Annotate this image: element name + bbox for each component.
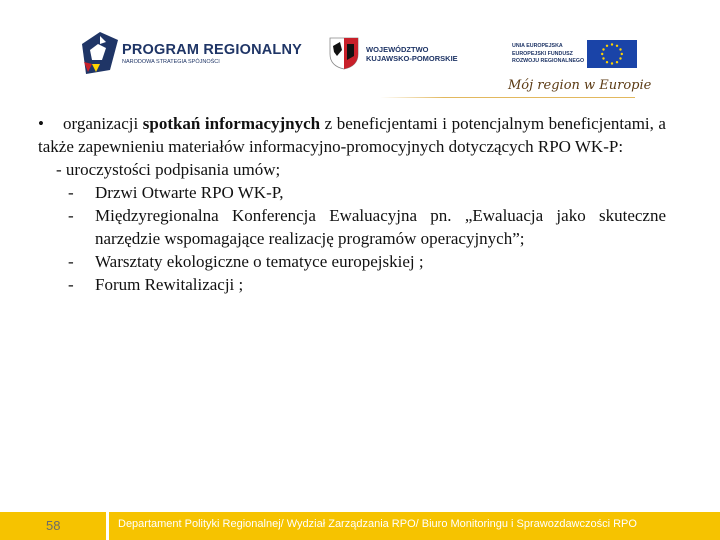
program-regionalny-subtitle: NARODOWA STRATEGIA SPÓJNOŚCI [122, 59, 220, 65]
eu-line-1: UNIA EUROPEJSKA [512, 43, 563, 49]
slogan-underline [380, 97, 635, 98]
list-item-text: Międzyregionalna Konferencja Ewaluacyjna pn. „Ewaluacja jako skuteczne narzędzie wspomagające realizację programów operacyjnych”; [95, 206, 666, 248]
dash-marker: - [68, 275, 74, 294]
list-item-text: Warsztaty ekologiczne o tematyce europejskiej ; [95, 252, 424, 271]
list-item-text: Forum Rewitalizacji ; [95, 275, 244, 294]
list-item [38, 250, 666, 273]
region-line-2: KUJAWSKO-POMORSKIE [366, 54, 458, 63]
dash-marker: - [68, 252, 74, 271]
intro-text-pre: organizacji [63, 114, 143, 133]
slide-content [38, 112, 666, 296]
list-item [38, 273, 666, 296]
intro-text-post: z beneficjentami i potencjalnym beneficjentami, a także zapewnieniu materiałów informacyjno-promocyjnych dotyczących RPO WK-P: [38, 114, 666, 156]
eu-flag-icon [587, 40, 637, 68]
slide-footer [0, 512, 720, 540]
region-line-1: WOJEWÓDZTWO [366, 45, 429, 54]
list-item [38, 181, 666, 204]
list-item [38, 204, 666, 250]
program-regionalny-title: PROGRAM REGIONALNY [122, 42, 303, 58]
list-item-text: Drzwi Otwarte RPO WK-P, [95, 183, 284, 202]
program-regionalny-emblem-icon [80, 30, 120, 78]
coat-of-arms-icon [328, 36, 360, 70]
intro-paragraph [38, 112, 666, 158]
footer-text: Departament Polityki Regionalnej/ Wydział Zarządzania RPO/ Biuro Monitoringu i Sprawozdawczości RPO [118, 518, 637, 530]
dash-marker: - [68, 206, 74, 225]
sub-intro: - uroczystości podpisania umów; [56, 160, 281, 179]
bullet-icon: • [38, 114, 44, 133]
kujawsko-pomorskie-logo [328, 38, 468, 70]
eu-line-2: EUROPEJSKI FUNDUSZ [512, 51, 573, 57]
footer-bar [109, 512, 720, 540]
eu-line-3: ROZWOJU REGIONALNEGO [512, 58, 585, 64]
slogan: Mój region w Europie [508, 78, 652, 93]
event-list [38, 181, 666, 296]
program-regionalny-logo [80, 30, 303, 78]
page-number: 58 [46, 518, 61, 533]
page-number-box [0, 512, 106, 540]
slide-header [0, 0, 720, 110]
intro-text-bold: spotkań informacyjnych [142, 114, 321, 133]
dash-marker: - [68, 183, 74, 202]
eu-logo [512, 40, 638, 72]
